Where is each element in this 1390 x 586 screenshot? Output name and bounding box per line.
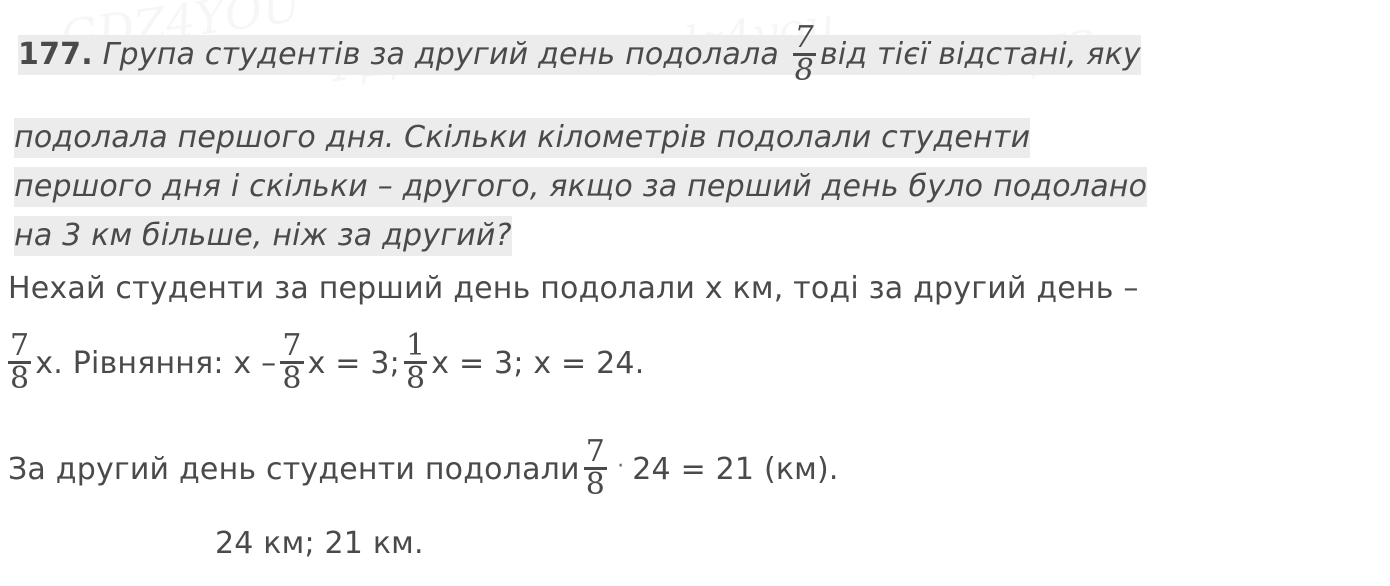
fraction-denominator: 8 [282, 361, 302, 396]
solution-text-b: x = 3; [307, 345, 400, 381]
fraction-numerator: 1 [405, 328, 426, 363]
statement-text-part-2: від тієї відстані, яку [819, 37, 1141, 72]
fraction-denominator: 8 [585, 467, 606, 502]
fraction-numerator: 7 [585, 434, 606, 469]
solution-text-a: За другий день студенти подолали [8, 451, 580, 487]
problem-statement-line-3 [14, 166, 1147, 209]
fraction-seven-eighths [280, 328, 303, 396]
fraction-denominator: 8 [10, 361, 30, 396]
problem-statement-line-2 [14, 117, 1030, 160]
fraction-seven-eighths [8, 328, 31, 396]
fraction-seven-eighths [584, 434, 607, 502]
statement-text-line-3: першого дня і скільки – другого, якщо за перший день було подолано [14, 167, 1147, 207]
solution-line-2 [4, 328, 645, 396]
solution-line-3 [8, 434, 839, 502]
fraction-numerator: 7 [10, 328, 30, 363]
fraction-denominator: 8 [405, 361, 426, 396]
fraction-numerator: 7 [282, 328, 302, 363]
multiplication-operator: · [617, 454, 625, 480]
fraction-seven-eighths [793, 20, 816, 88]
solution-text-a: x. Рівняння: x – [35, 345, 277, 381]
solution-text-c: x = 3; x = 24. [431, 345, 645, 381]
statement-text-line-2: подолала першого дня. Скільки кілометрів подолали студенти [14, 118, 1030, 158]
fraction-denominator: 8 [794, 53, 814, 88]
fraction-one-eighth [404, 328, 427, 396]
solution-text-b: 24 = 21 (км). [632, 451, 839, 487]
statement-text-line-4: на 3 км більше, ніж за другий? [14, 216, 512, 256]
fraction-numerator: 7 [794, 20, 814, 55]
solution-line-1: Нехай студенти за перший день подолали x км, тоді за другий день – [8, 271, 1139, 306]
final-answer: 24 км; 21 км. [215, 526, 424, 561]
problem-statement-line-4 [14, 215, 512, 258]
problem-statement-line-1 [18, 20, 1378, 88]
statement-text-part-1: Група студентів за другий день подолала [102, 37, 779, 72]
problem-number: 177. [18, 37, 93, 72]
